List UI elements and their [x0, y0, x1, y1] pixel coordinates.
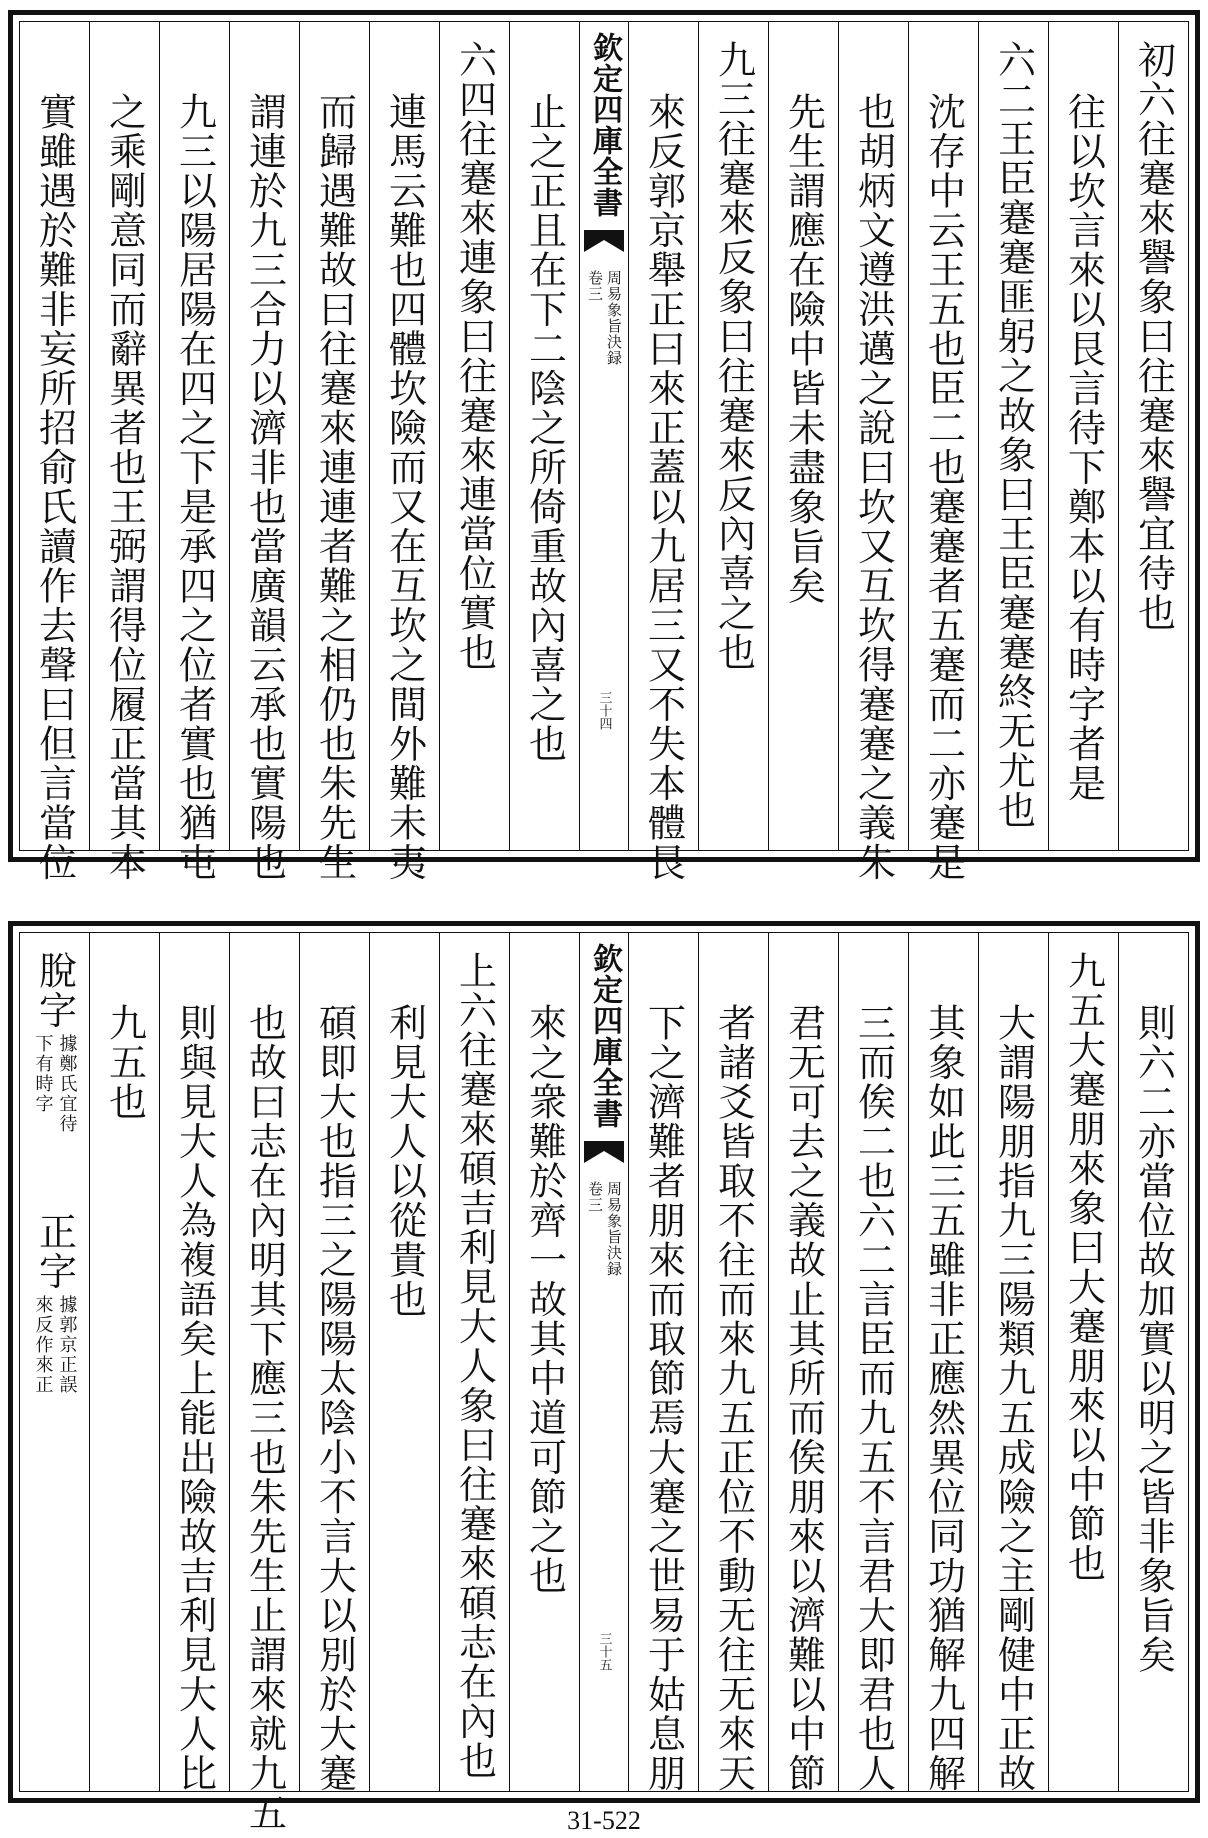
book-meta — [587, 1181, 621, 1277]
book-title: 周易象旨決録 — [605, 1181, 623, 1277]
text-column: 謂連於九三合力以濟非也當廣韻云承也實陽也 — [229, 22, 299, 850]
text-column: 九五也 — [89, 933, 159, 1791]
text-column: 九五大蹇朋來象曰大蹇朋來以中節也 — [1048, 933, 1118, 1791]
text-column: 大謂陽朋指九三陽類九五成險之主剛健中正故 — [978, 933, 1048, 1791]
text-column: 來反郭京舉正曰來正蓋以九居三又不失本體艮 — [628, 22, 698, 850]
collation-note: 據鄭氏宜待 下有時字 — [32, 1034, 78, 1134]
center-margin — [579, 22, 628, 850]
text-column: 則六二亦當位故加實以明之皆非象旨矣 — [1118, 933, 1188, 1791]
text-column: 止之正且在下二陰之所倚重故內喜之也 — [509, 22, 579, 850]
text-column: 其象如此三五雖非正應然異位同功猶解九四解 — [908, 933, 978, 1791]
fishtail-mark-icon — [584, 226, 624, 256]
text-column: 也胡炳文遵洪邁之說曰坎又互坎得蹇蹇之義朱 — [838, 22, 908, 850]
folio-number: 三十五 — [596, 1632, 612, 1671]
collation-heading: 正字 — [32, 1212, 77, 1291]
text-column: 初六往蹇來譽象曰往蹇來譽宜待也 — [1118, 22, 1188, 850]
text-column: 九三以陽居陽在四之下是承四之位者實也猶屯 — [159, 22, 229, 850]
text-column: 先生謂應在險中皆未盡象旨矣 — [768, 22, 838, 850]
text-column: 則與見大人為複語矣上能出險故吉利見大人比 — [159, 933, 229, 1791]
volume-label: 卷三 — [586, 1181, 604, 1213]
text-column: 往以坎言來以艮言待下鄭本以有時字者是 — [1048, 22, 1118, 850]
fishtail-mark-icon — [584, 1137, 624, 1167]
text-column: 下之濟難者朋來而取節焉大蹇之世易于姑息朋 — [628, 933, 698, 1791]
text-column: 君无可去之義故止其所而俟朋來以濟難以中節 — [768, 933, 838, 1791]
text-column: 沈存中云王五也臣二也蹇蹇者五蹇而二亦蹇是 — [908, 22, 978, 850]
top-page — [8, 10, 1200, 882]
collation-heading: 脫字 — [32, 951, 77, 1030]
text-column: 利見大人以從貴也 — [369, 933, 439, 1791]
text-column: 來之衆難於齊一故其中道可節之也 — [509, 933, 579, 1791]
collation-notes — [20, 933, 89, 1791]
book-meta — [587, 270, 621, 366]
text-column: 實雖遇於難非妄所招俞氏讀作去聲曰但言當位 — [32, 92, 77, 882]
text-column: 六四往蹇來連象曰往蹇來連當位實也 — [439, 22, 509, 850]
text-column: 而歸遇難故曰往蹇來連連者難之相仍也朱先生 — [299, 22, 369, 850]
text-column: 九三往蹇來反象曰往蹇來反內喜之也 — [698, 22, 768, 850]
page-number: 31-522 — [567, 1806, 641, 1835]
text-column: 六二王臣蹇蹇匪躬之故象曰王臣蹇蹇終无尤也 — [978, 22, 1048, 850]
collation-note: 據郭京正誤 來反作來正 — [32, 1295, 78, 1395]
text-column: 上六往蹇來碩吉利見大人象曰往蹇來碩志在內也 — [439, 933, 509, 1791]
text-column: 碩即大也指三之陽陽太陰小不言大以別於大蹇 — [299, 933, 369, 1791]
text-column: 也故曰志在內明其下應三也朱先生止謂來就九五 — [229, 933, 299, 1791]
text-column: 連馬云難也四體坎險而又在互坎之間外難未夷 — [369, 22, 439, 850]
text-column: 三而俟二也六二言臣而九五不言君大即君也人 — [838, 933, 908, 1791]
text-column: 者諸爻皆取不往而來九五正位不動无往无來天 — [698, 933, 768, 1791]
text-column: 之乘剛意同而辭異者也王弼謂得位履正當其本 — [89, 22, 159, 850]
top-page-grid — [19, 21, 1189, 882]
folio-number: 三十四 — [596, 691, 612, 730]
center-margin — [579, 933, 628, 1791]
series-title: 欽定四庫全書 — [587, 943, 622, 1129]
book-title: 周易象旨決録 — [605, 270, 623, 366]
series-title: 欽定四庫全書 — [587, 32, 622, 218]
volume-label: 卷三 — [586, 270, 604, 302]
